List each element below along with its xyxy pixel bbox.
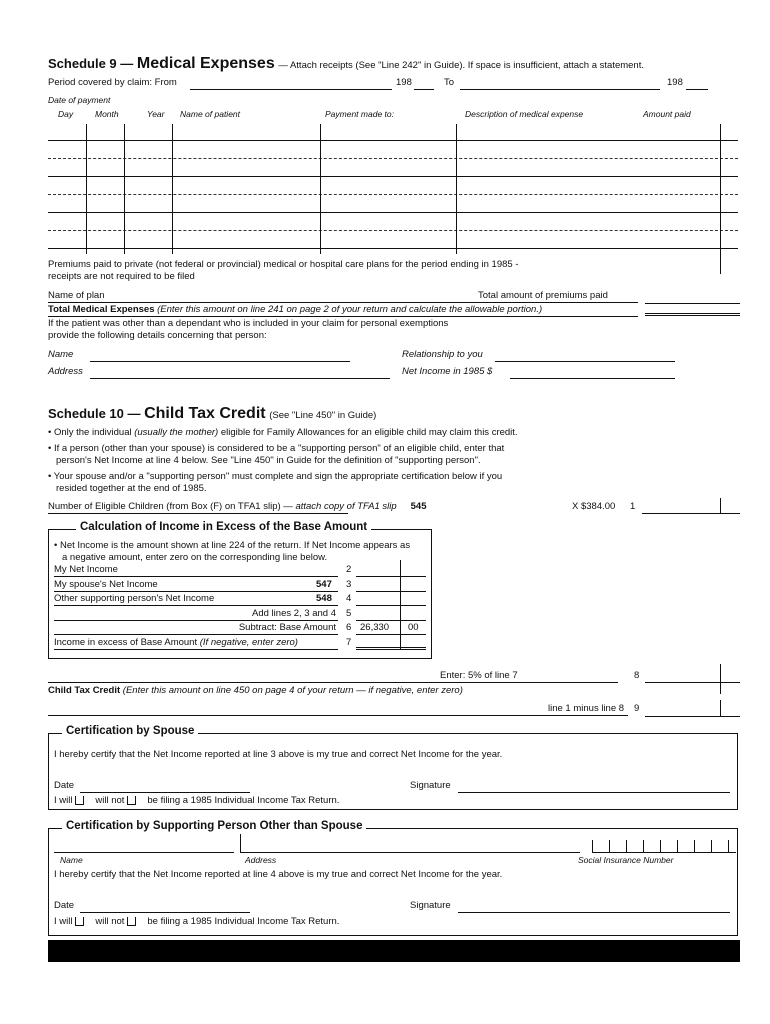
sin-digit-divider	[609, 840, 610, 852]
calc-row-field[interactable]	[356, 591, 426, 592]
premiums-note-1: Premiums paid to private (not federal or provincial) medical or hospital care plans for the period ending in 1985 -	[48, 259, 519, 270]
bullet-2-line-2: person's Net Income at line 4 below. See "Line 450" in Guide for the definition of "supporting person".	[56, 455, 481, 466]
calc-row-code: 547	[316, 578, 332, 590]
other-name-label: Name	[60, 855, 83, 865]
spouse-date-field[interactable]	[80, 792, 250, 793]
to-label: To	[444, 77, 455, 88]
spouse-signature-label: Signature	[410, 780, 451, 791]
bullet-2-line-1: • If a person (other than your spouse) is considered to be a "supporting person" of an eligible child, enter that	[48, 443, 505, 454]
line-7-field[interactable]	[356, 647, 426, 650]
other-address-field[interactable]	[240, 852, 580, 853]
spouse-will-not-checkbox[interactable]	[127, 796, 136, 805]
spouse-cert-statement: I hereby certify that the Net Income reported at line 3 above is my true and correct Net Income for the year.	[54, 749, 503, 760]
name-of-plan-label: Name of plan	[48, 290, 105, 301]
line-8-field[interactable]	[645, 682, 740, 683]
sin-digit-divider	[626, 840, 627, 852]
schedule10-title: Schedule 10 — Child Tax Credit (See "Line 450" in Guide)	[48, 405, 377, 422]
spouse-cert-title: Certification by Spouse	[62, 725, 198, 737]
line-9-number: 9	[634, 703, 640, 714]
calc-row-label: My Net Income	[54, 564, 118, 575]
other-cert-statement: I hereby certify that the Net Income reported at line 4 above is my true and correct Net Income for the year.	[54, 869, 503, 880]
eligible-children-field[interactable]	[48, 513, 348, 514]
period-label: Period covered by claim: From	[48, 77, 177, 88]
sin-digit-divider	[643, 840, 644, 852]
other-will-not-checkbox[interactable]	[127, 917, 136, 926]
footer-black-bar	[48, 940, 740, 962]
calc-row-field[interactable]	[356, 605, 426, 606]
col-day: Day	[58, 109, 74, 119]
bullet-3-line-2: resided together at the end of 1985.	[56, 483, 207, 494]
calc-row-value: 26,330	[360, 622, 390, 633]
total-medical-label: Total Medical Expenses (Enter this amount on line 241 on page 2 of your return and calculate the allowable portion.)	[48, 304, 543, 315]
schedule9-number: Schedule 9 —	[48, 56, 137, 71]
calc-row-code: 548	[316, 593, 332, 604]
col-year: Year	[147, 109, 165, 119]
other-date-field[interactable]	[80, 912, 250, 913]
calc-note-2: a negative amount, enter zero on the corresponding line below.	[62, 552, 328, 563]
sin-digit-divider	[660, 840, 661, 852]
col-patient: Name of patient	[180, 109, 241, 119]
sin-baseline	[592, 852, 736, 853]
calc-row-label: Add lines 2, 3 and 4	[252, 607, 336, 619]
line-1-field[interactable]	[642, 513, 740, 514]
period-from-field[interactable]	[190, 89, 392, 90]
calc-row-field[interactable]	[356, 634, 426, 635]
other-filing-row: I will will not be filing a 1985 Individual Income Tax Return.	[54, 916, 340, 927]
calc-row-rule	[54, 576, 338, 577]
calc-row-label: Subtract: Base Amount	[238, 622, 336, 633]
code-545: 545	[410, 501, 427, 512]
bullet-1: • Only the individual (usually the mother) eligible for Family Allowances for an eligible child may claim this credit.	[48, 427, 518, 438]
sin-label: Social Insurance Number	[578, 855, 674, 865]
calc-row-label: My spouse's Net Income	[54, 578, 158, 590]
line-9-label: line 1 minus line 8	[548, 703, 625, 714]
line-7-number: 7	[346, 637, 352, 648]
schedule9-title	[48, 55, 644, 73]
other-name-field[interactable]	[54, 852, 234, 853]
calc-note-1: • Net Income is the amount shown at line 224 of the return. If Net Income appears as	[54, 540, 411, 551]
period-to-field[interactable]	[460, 89, 660, 90]
premiums-note-2: receipts are not required to be filed	[48, 271, 195, 282]
date-of-payment-label: Date of payment	[48, 95, 111, 105]
calc-row-line-number: 5	[346, 607, 352, 619]
calc-row-line-number: 6	[346, 622, 352, 633]
cents-divider	[400, 560, 401, 650]
schedule9-note: — Attach receipts (See "Line 242" in Guide). If space is insufficient, attach a statement.	[278, 60, 644, 71]
calc-row-rule	[54, 605, 338, 606]
patient-net-income-field[interactable]	[510, 378, 675, 379]
sin-digit-divider	[728, 840, 729, 852]
bullet-3-line-1: • Your spouse and/or a "supporting person" must complete and sign the appropriate certification below if you	[48, 471, 503, 482]
period-to-year-field[interactable]	[686, 89, 708, 90]
address-label: Address	[48, 366, 83, 377]
patient-note-1: If the patient was other than a dependant who is included in your claim for personal exemptions	[48, 318, 449, 329]
other-signature-label: Signature	[410, 900, 451, 911]
calc-row-rule	[54, 591, 338, 592]
net-income-1985-label: Net Income in 1985 $	[402, 366, 493, 377]
calc-row-line-number: 4	[346, 593, 352, 604]
other-will-checkbox[interactable]	[75, 917, 84, 926]
patient-address-field[interactable]	[90, 378, 390, 379]
total-medical-field[interactable]	[645, 313, 740, 316]
patient-name-field[interactable]	[90, 361, 350, 362]
calc-row-line-number: 3	[346, 578, 352, 590]
child-tax-credit-label: Child Tax Credit (Enter this amount on line 450 on page 4 of your return — if negative, enter zero)	[48, 685, 463, 696]
sin-digit-divider	[711, 840, 712, 852]
name-label: Name	[48, 349, 74, 360]
multiplier: X $384.00	[572, 501, 616, 512]
sin-digit-divider	[694, 840, 695, 852]
line-9-field[interactable]	[645, 716, 740, 717]
eligible-children-label: Number of Eligible Children (from Box (F) on TFA1 slip) — attach copy of TFA1 slip 545	[48, 501, 427, 512]
patient-note-2: provide the following details concerning that person:	[48, 330, 267, 341]
schedule9-name: Medical Expenses	[136, 55, 275, 72]
spouse-filing-row: I will will not be filing a 1985 Individual Income Tax Return.	[54, 795, 340, 806]
other-address-label: Address	[245, 855, 277, 865]
sin-digit-divider	[592, 840, 593, 852]
other-cert-title: Certification by Supporting Person Other than Spouse	[62, 820, 366, 832]
spouse-signature-field[interactable]	[458, 792, 730, 793]
calc-row-cents: 00	[408, 622, 419, 633]
spouse-date-label: Date	[54, 780, 75, 791]
other-date-label: Date	[54, 900, 75, 911]
other-signature-field[interactable]	[458, 912, 730, 913]
relationship-label: Relationship to you	[402, 349, 483, 360]
col-amount: Amount paid	[643, 109, 691, 119]
sin-digit-divider	[677, 840, 678, 852]
line-8-label: Enter: 5% of line 7	[440, 670, 518, 681]
period-from-year-field[interactable]	[414, 89, 434, 90]
calc-row-label: Other supporting person's Net Income	[54, 593, 215, 604]
line-8-number: 8	[634, 670, 640, 681]
calc-row-field[interactable]	[356, 620, 426, 621]
premiums-amount-field[interactable]	[645, 303, 740, 304]
calc-row-rule	[54, 620, 338, 621]
total-premiums-label: Total amount of premiums paid	[478, 290, 608, 301]
col-month: Month	[95, 109, 119, 119]
excess-label: Income in excess of Base Amount (If negative, enter zero)	[54, 637, 298, 648]
calc-row-rule	[54, 634, 338, 635]
calc-row-line-number: 2	[346, 564, 352, 575]
spouse-will-checkbox[interactable]	[75, 796, 84, 805]
relationship-field[interactable]	[495, 361, 675, 362]
year-prefix-to: 198	[667, 77, 683, 88]
calc-row-field[interactable]	[356, 576, 426, 577]
col-description: Description of medical expense	[465, 109, 584, 119]
col-payee: Payment made to:	[325, 109, 394, 119]
calculation-title: Calculation of Income in Excess of the Base Amount	[76, 521, 371, 533]
year-prefix-from: 198	[396, 77, 412, 88]
line-1-number: 1	[630, 501, 636, 512]
